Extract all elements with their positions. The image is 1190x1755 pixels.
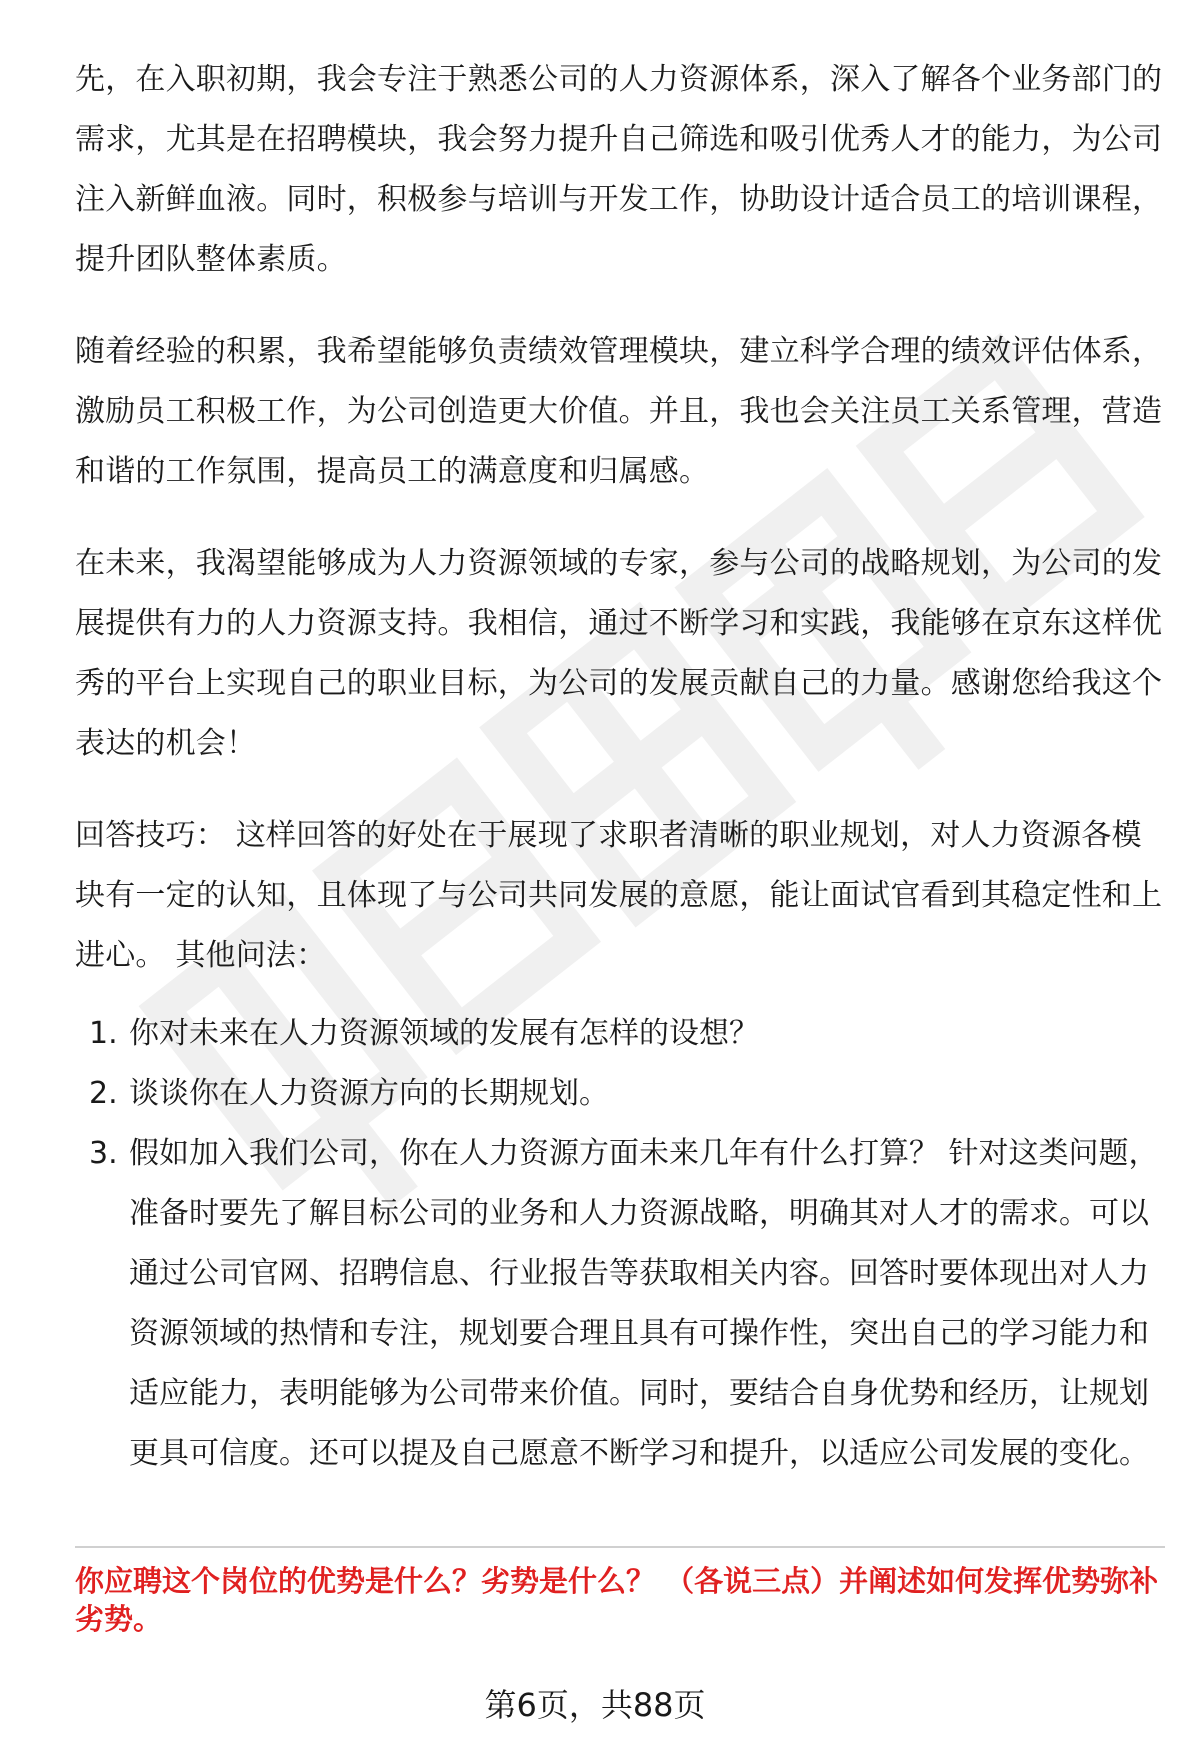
list-item <box>75 1124 1165 1484</box>
next-question-heading: 你应聘这个岗位的优势是什么？劣势是什么？ （各说三点）并阐述如何发挥优势弥补劣势。 <box>75 1564 1159 1636</box>
alternate-questions-list <box>75 1004 1165 1484</box>
list-item <box>75 1004 1165 1064</box>
list-item-number: 1. <box>89 1016 118 1051</box>
list-item-number: 3. <box>89 1136 118 1171</box>
answer-tips-paragraph: 回答技巧： 这样回答的好处在于展现了求职者清晰的职业规划，对人力资源各模块有一定的认知，且体现了与公司共同发展的意愿，能让面试官看到其稳定性和上进心。 其他问法： <box>75 818 1163 973</box>
list-item <box>75 1064 1165 1124</box>
section-divider <box>75 1546 1165 1548</box>
paragraph-2: 随着经验的积累，我希望能够负责绩效管理模块，建立科学合理的绩效评估体系，激励员工积极工作，为公司创造更大价值。并且，我也会关注员工关系管理，营造和谐的工作氛围，提高员工的满意度和归属感。 <box>75 334 1163 489</box>
document-body <box>75 50 1165 1484</box>
paragraph-1: 先，在入职初期，我会专注于熟悉公司的人力资源体系，深入了解各个业务部门的需求，尤其是在招聘模块，我会努力提升自己筛选和吸引优秀人才的能力，为公司注入新鲜血液。同时，积极参与培训与开发工作，协助设计适合员工的培训课程，提升团队整体素质。 <box>75 62 1163 277</box>
list-item-number: 2. <box>89 1076 118 1111</box>
page-number-footer: 第6页，共88页 <box>484 1686 706 1724</box>
list-item-text: 假如加入我们公司，你在人力资源方面未来几年有什么打算？ 针对这类问题，准备时要先了解目标公司的业务和人力资源战略，明确其对人才的需求。可以通过公司官网、招聘信息、行业报告等获取相关内容。回答时要体现出对人力资源领域的热情和专注，规划要合理且具有可操作性，突出自己的学习能力和适应能力，表明能够为公司带来价值。同时，要结合自身优势和经历，让规划更具可信度。还可以提及自己愿意不断学习和提升，以适应公司发展的变化。 <box>129 1136 1159 1471</box>
list-item-text: 谈谈你在人力资源方向的长期规划。 <box>129 1076 609 1111</box>
list-item-text: 你对未来在人力资源领域的发展有怎样的设想？ <box>129 1016 759 1051</box>
paragraph-3: 在未来，我渴望能够成为人力资源领域的专家，参与公司的战略规划，为公司的发展提供有力的人力资源支持。我相信，通过不断学习和实践，我能够在京东这样优秀的平台上实现自己的职业目标，为公司的发展贡献自己的力量。感谢您给我这个表达的机会！ <box>75 546 1163 761</box>
